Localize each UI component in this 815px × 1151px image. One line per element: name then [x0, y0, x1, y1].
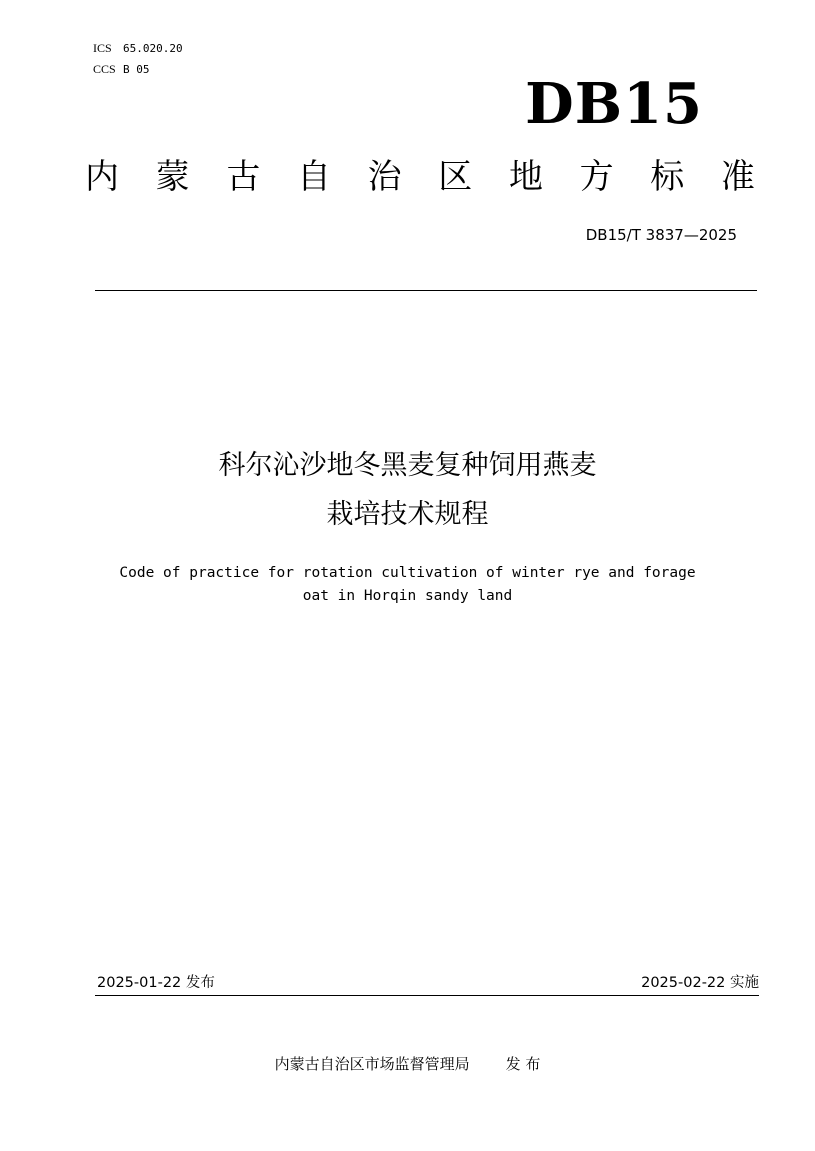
publisher-line — [0, 1053, 815, 1075]
standard-type-title — [80, 155, 760, 199]
standard-type-char: 蒙 — [155, 157, 190, 197]
standard-type-char: 古 — [226, 157, 261, 197]
standard-type-char: 标 — [650, 157, 685, 197]
issue-date-value: 2025-01-22 — [97, 975, 182, 991]
db15-logo: DB15 — [525, 71, 703, 137]
standard-type-char: 方 — [579, 157, 614, 197]
document-title-line-2: 栽培技术规程 — [326, 499, 489, 530]
standard-number: DB15/T 3837—2025 — [585, 226, 737, 244]
standard-type-char: 区 — [438, 157, 473, 197]
standard-type-char: 地 — [508, 157, 543, 197]
standard-type-char: 内 — [85, 157, 119, 197]
footer-divider — [95, 995, 759, 996]
implementation-date-value: 2025-02-22 — [641, 975, 726, 991]
english-title-line-2: oat in Horqin sandy land — [302, 588, 513, 604]
english-title — [40, 562, 775, 608]
standard-type-char: 自 — [296, 157, 331, 197]
implementation-label: 实施 — [730, 975, 759, 991]
standard-type-char: 治 — [367, 157, 402, 197]
document-title-line-1: 科尔沁沙地冬黑麦复种饲用燕麦 — [218, 450, 597, 481]
issue-date — [97, 972, 215, 994]
publish-action: 发 布 — [505, 1055, 541, 1073]
implementation-date — [641, 972, 759, 994]
ccs-label: CCS — [93, 62, 116, 76]
english-title-line-1: Code of practice for rotation cultivation of winter rye and forage — [119, 565, 696, 581]
publisher-name: 内蒙古自治区市场监督管理局 — [274, 1055, 470, 1073]
header-divider — [95, 290, 757, 291]
ccs-code — [93, 62, 150, 77]
ics-code — [93, 41, 183, 56]
ics-value: 65.020.20 — [123, 42, 183, 55]
standard-type-char: 准 — [720, 157, 755, 197]
ics-label: ICS — [93, 41, 112, 55]
ccs-value: B 05 — [123, 63, 150, 76]
issue-label: 发布 — [185, 975, 215, 991]
